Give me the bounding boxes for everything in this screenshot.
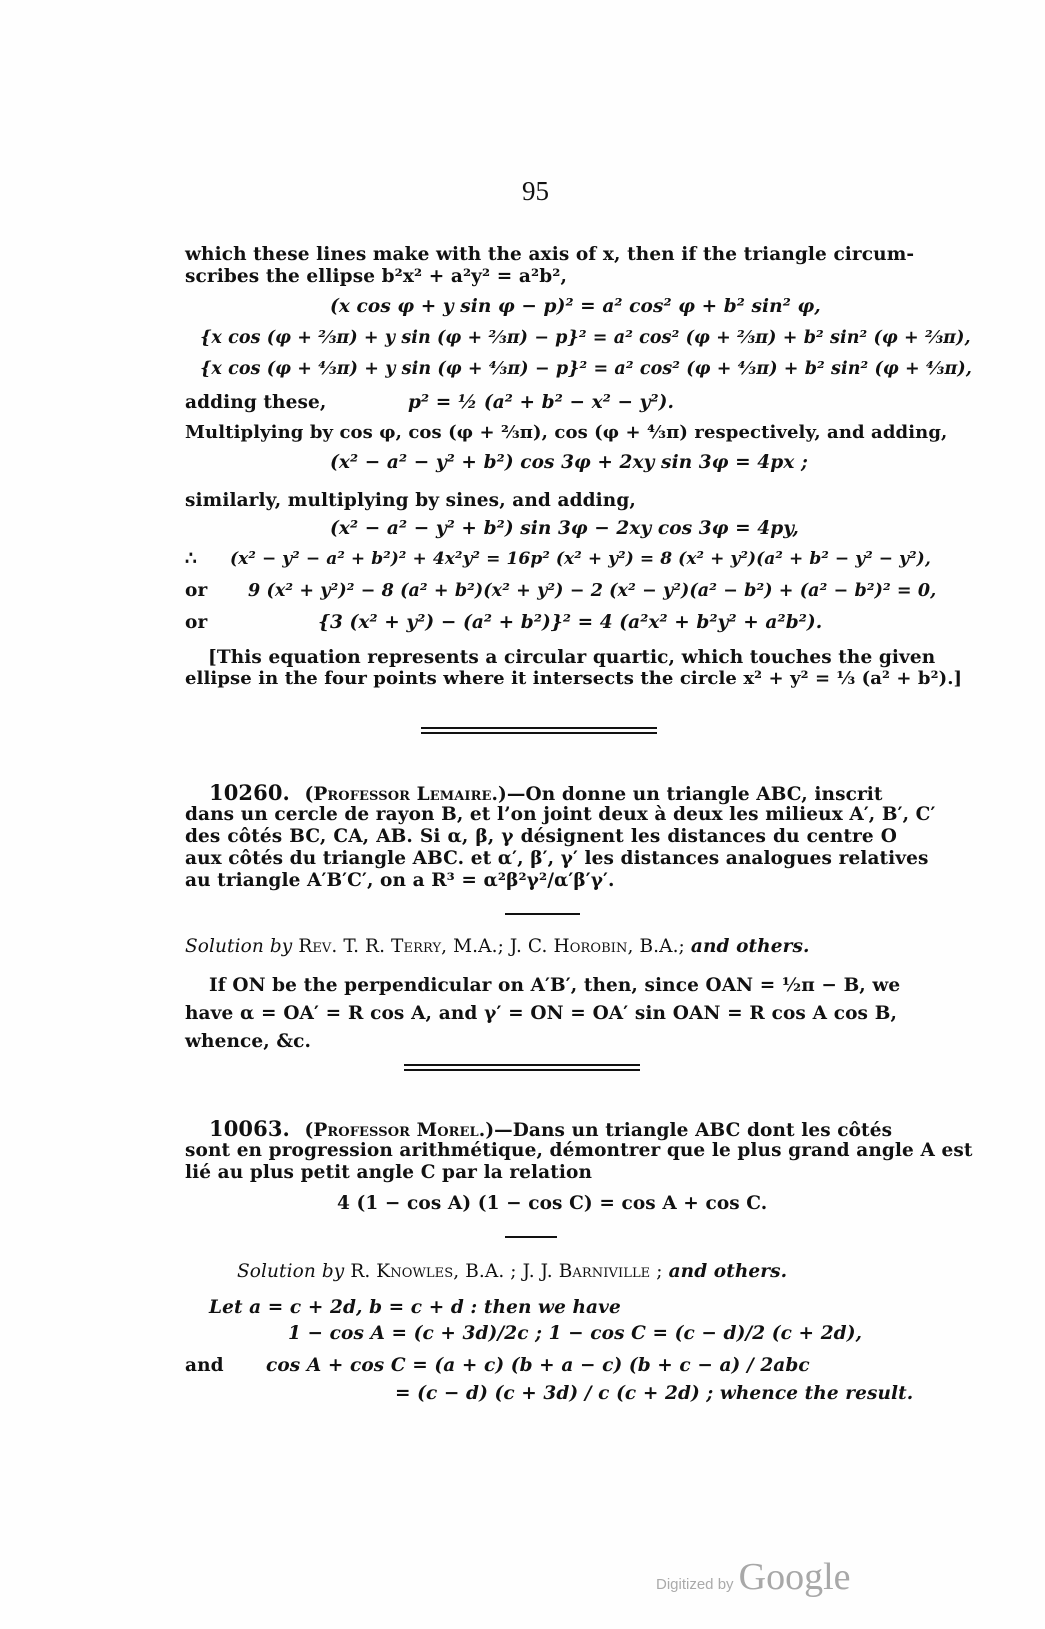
problem-header: [209, 1118, 892, 1142]
equation: (x² − y² − a² + b²)² + 4x²y² = 16p² (x² + y²) = 8 (x² + y²)(a² + b² − y² − y²),: [230, 549, 931, 569]
google-logo: Google: [738, 1556, 851, 1598]
text-line: scribes the ellipse b²x² + a²y² = a²b²,: [185, 266, 567, 287]
text-line: [This equation represents a circular quartic, which touches the given: [208, 647, 936, 668]
equation: {x cos (φ + ⅔π) + y sin (φ + ⅔π) − p}² = a² cos² (φ + ⅔π) + b² sin² (φ + ⅔π),: [200, 328, 971, 348]
text-line: and: [185, 1355, 224, 1376]
equation: (x cos φ + y sin φ − p)² = a² cos² φ + b² sin² φ,: [330, 296, 821, 317]
text-line: adding these,: [185, 392, 327, 413]
text-line: sont en progression arithmétique, démontrer que le plus grand angle A est: [185, 1140, 973, 1161]
watermark-prefix: Digitized by: [656, 1576, 734, 1593]
equation: (x² − a² − y² + b²) cos 3φ + 2xy sin 3φ = 4px ;: [330, 452, 808, 473]
text-line: or: [185, 580, 208, 601]
equation: 9 (x² + y²)² − 8 (a² + b²)(x² + y²) − 2 (x² − y²)(a² − b²) + (a² − b²)² = 0,: [248, 581, 937, 601]
text-line: or: [185, 612, 208, 633]
equation: p² = ½ (a² + b² − x² − y²).: [408, 392, 675, 413]
text-line: similarly, multiplying by sines, and adding,: [185, 490, 636, 511]
equation: {3 (x² + y²) − (a² + b²)}² = 4 (a²x² + b²y² + a²b²).: [318, 612, 823, 633]
short-rule: [505, 1236, 557, 1238]
equation: cos A + cos C = (a + c) (b + a − c) (b + c − a) / 2abc: [266, 1355, 810, 1376]
text-line: Let a = c + 2d, b = c + d : then we have: [209, 1297, 621, 1318]
text-line: whence, &c.: [185, 1031, 312, 1052]
text-line: aux côtés du triangle ABC. et α′, β′, γ′ les distances analogues relatives: [185, 848, 929, 869]
section-divider: [421, 727, 657, 734]
solution-label: Solution by: [237, 1261, 345, 1282]
text-line: which these lines make with the axis of x, then if the triangle circum-: [185, 244, 915, 265]
short-rule: [505, 913, 580, 915]
text-line: If ON be the perpendicular on A′B′, then, since OAN = ½π − B, we: [209, 975, 901, 996]
problem-header: [209, 782, 883, 806]
therefore-symbol: ∴: [185, 548, 197, 569]
and-others: and others.: [668, 1261, 788, 1282]
digitized-by-google-watermark: [656, 1555, 851, 1599]
problem-number: 10063.: [209, 1116, 290, 1141]
text-line: ellipse in the four points where it intersects the circle x² + y² = ⅓ (a² + b²).]: [185, 668, 963, 689]
text-line: have α = OA′ = R cos A, and γ′ = ON = OA′ sin OAN = R cos A cos B,: [185, 1003, 897, 1024]
problem-proposer: (Professor Lemaire.): [304, 784, 507, 805]
solvers: Rev. T. R. Terry, M.A.; J. C. Horobin, B.A.;: [298, 936, 685, 957]
problem-text: —On donne un triangle ABC, inscrit: [506, 784, 883, 805]
equation: 4 (1 − cos A) (1 − cos C) = cos A + cos C.: [337, 1193, 768, 1214]
text-line: lié au plus petit angle C par la relation: [185, 1162, 593, 1183]
problem-text: —Dans un triangle ABC dont les côtés: [494, 1120, 893, 1141]
page-number: 95: [522, 176, 549, 206]
text-line: dans un cercle de rayon B, et l’on joint deux à deux les milieux A′, B′, C′: [185, 804, 936, 825]
solution-byline: [185, 936, 810, 958]
equation: {x cos (φ + ⁴⁄₃π) + y sin (φ + ⁴⁄₃π) − p}² = a² cos² (φ + ⁴⁄₃π) + b² sin² (φ + ⁴⁄₃π),: [200, 359, 972, 379]
problem-number: 10260.: [209, 780, 290, 805]
solution-byline: [237, 1261, 787, 1283]
and-others: and others.: [690, 936, 810, 957]
equation: (x² − a² − y² + b²) sin 3φ − 2xy cos 3φ = 4py,: [330, 518, 799, 539]
solvers: R. Knowles, B.A. ; J. J. Barniville ;: [350, 1261, 663, 1282]
text-line: Multiplying by cos φ, cos (φ + ⅔π), cos (φ + ⁴⁄₃π) respectively, and adding,: [185, 422, 948, 443]
equation: 1 − cos A = (c + 3d)/2c ; 1 − cos C = (c − d)/2 (c + 2d),: [288, 1323, 863, 1344]
section-divider: [404, 1064, 640, 1071]
problem-proposer: (Professor Morel.): [304, 1120, 495, 1141]
text-line: des côtés BC, CA, AB. Si α, β, γ désignent les distances du centre O: [185, 826, 897, 847]
solution-label: Solution by: [185, 936, 293, 957]
equation: = (c − d) (c + 3d) / c (c + 2d) ; whence the result.: [395, 1383, 914, 1404]
text-line: au triangle A′B′C′, on a R³ = α²β²γ²/α′β′γ′.: [185, 870, 615, 891]
